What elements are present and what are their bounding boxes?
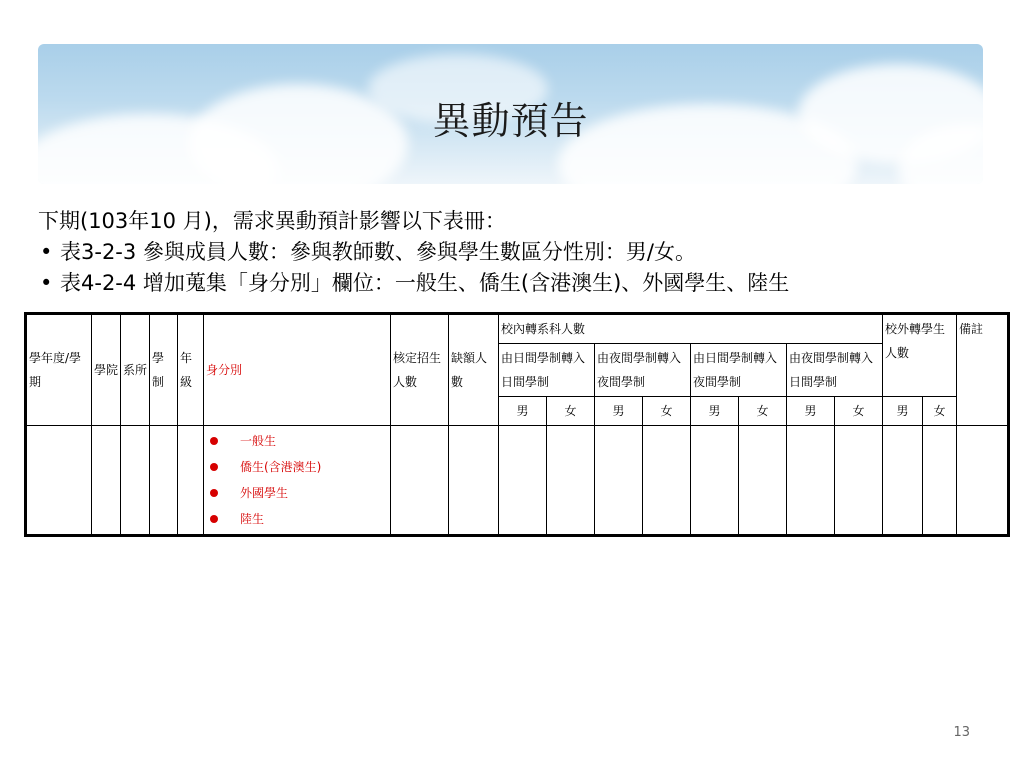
bullet-icon: [210, 489, 218, 497]
table-cell: [691, 426, 739, 536]
identity-option: 陸生: [240, 512, 265, 526]
header-system: 學制: [150, 314, 178, 426]
list-item: [210, 480, 388, 506]
table-cell: [121, 426, 150, 536]
header-vacancy: 缺額人數: [449, 314, 499, 426]
header-night-to-day: 由夜間學制轉入日間學制: [787, 344, 883, 397]
header-male: 男: [691, 397, 739, 426]
identity-option: 僑生(含港澳生): [240, 460, 322, 474]
slide-body: [38, 206, 998, 299]
header-day-to-night: 由日間學制轉入夜間學制: [691, 344, 787, 397]
bullet-item: [38, 268, 998, 299]
header-college: 學院: [92, 314, 121, 426]
table-cell: [391, 426, 449, 536]
header-day-to-day: 由日間學制轉入日間學制: [499, 344, 595, 397]
table-cell: [547, 426, 595, 536]
bullet-icon: •: [40, 271, 53, 295]
identity-option: 一般生: [240, 434, 277, 448]
header-identity: 身分別: [204, 314, 391, 426]
list-item: [210, 506, 388, 532]
identity-option: 外國學生: [240, 486, 289, 500]
table-cell: [449, 426, 499, 536]
bullet-text: 表4-2-4 增加蒐集「身分別」欄位：一般生、僑生(含港澳生)、外國學生、陸生: [60, 271, 790, 295]
table-cell: [883, 426, 923, 536]
table-cell: [835, 426, 883, 536]
header-night-to-night: 由夜間學制轉入夜間學制: [595, 344, 691, 397]
bullet-item: [38, 237, 998, 268]
bullet-icon: [210, 515, 218, 523]
bullet-icon: [210, 463, 218, 471]
header-male: 男: [595, 397, 643, 426]
header-dept: 系所: [121, 314, 150, 426]
header-approved-quota: 核定招生人數: [391, 314, 449, 426]
list-item: [210, 454, 388, 480]
table-row: [26, 426, 1009, 536]
table-cell: [957, 426, 1009, 536]
identity-list: [206, 428, 388, 532]
table-cell: [643, 426, 691, 536]
page-number: 13: [953, 725, 970, 740]
header-female: 女: [739, 397, 787, 426]
table-cell: [150, 426, 178, 536]
form-table: [24, 312, 1010, 537]
header-female: 女: [923, 397, 957, 426]
header-male: 男: [787, 397, 835, 426]
table-cell: [787, 426, 835, 536]
header-female: 女: [547, 397, 595, 426]
header-external-transfer: 校外轉學生人數: [883, 314, 957, 397]
title-banner: [38, 44, 983, 184]
header-year-term: 學年度/學期: [26, 314, 92, 426]
header-male: 男: [499, 397, 547, 426]
table-cell: [923, 426, 957, 536]
table-cell: [26, 426, 92, 536]
identity-cell: [204, 426, 391, 536]
bullet-icon: •: [40, 240, 53, 264]
bullet-icon: [210, 437, 218, 445]
table-cell: [739, 426, 787, 536]
header-male: 男: [883, 397, 923, 426]
table-cell: [178, 426, 204, 536]
table-cell: [92, 426, 121, 536]
table-cell: [499, 426, 547, 536]
list-item: [210, 428, 388, 454]
header-grade: 年級: [178, 314, 204, 426]
bullet-text: 表3-2-3 參與成員人數：參與教師數、參與學生數區分性別：男/女。: [60, 240, 696, 264]
header-female: 女: [835, 397, 883, 426]
table-cell: [595, 426, 643, 536]
header-female: 女: [643, 397, 691, 426]
intro-text: 下期(103年10 月)，需求異動預計影響以下表冊：: [38, 209, 506, 233]
header-internal-transfer: 校內轉系科人數: [499, 314, 883, 344]
slide-title: 異動預告: [432, 99, 589, 143]
header-remarks: 備註: [957, 314, 1009, 426]
